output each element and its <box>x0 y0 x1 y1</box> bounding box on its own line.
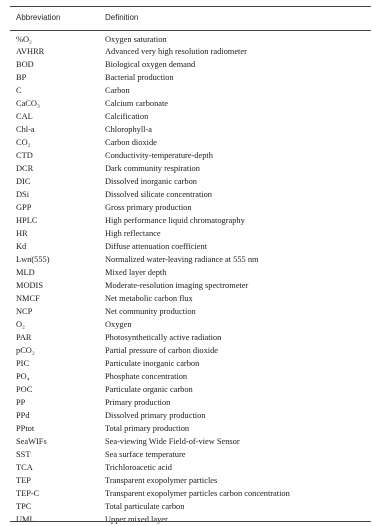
table-row <box>10 58 371 71</box>
table-row <box>10 71 371 84</box>
definition-cell: Dissolved primary production <box>105 411 206 420</box>
abbreviation-cell: TCA <box>16 463 33 472</box>
definition-column-header: Definition <box>105 13 139 22</box>
abbreviation-cell: DSi <box>16 190 30 199</box>
definition-cell: Advanced very high resolution radiometer <box>105 47 247 56</box>
abbreviation-cell: pCO₂ <box>16 346 35 355</box>
table-row <box>10 370 371 383</box>
definition-cell: Calcification <box>105 112 149 121</box>
abbreviation-cell: C <box>16 86 22 95</box>
abbreviation-cell: MODIS <box>16 281 43 290</box>
definition-cell: Carbon <box>105 86 130 95</box>
table-bottom-rule <box>10 521 371 522</box>
abbreviation-cell: TPC <box>16 502 32 511</box>
abbreviation-cell: UML <box>16 515 35 524</box>
table-row <box>10 279 371 292</box>
definition-cell: Phosphate concentration <box>105 372 188 381</box>
definition-cell: Transparent exopolymer particles <box>105 476 218 485</box>
table-row <box>10 188 371 201</box>
abbreviation-cell: BP <box>16 73 27 82</box>
abbreviation-cell: NCP <box>16 307 33 316</box>
table-row <box>10 461 371 474</box>
definition-cell: Chlorophyll-a <box>105 125 152 134</box>
abbreviation-cell: MLD <box>16 268 35 277</box>
abbreviation-cell: HR <box>16 229 28 238</box>
definition-cell: Calcium carbonate <box>105 99 169 108</box>
definition-cell: Total particulate carbon <box>105 502 185 511</box>
table-header-rule <box>10 30 371 31</box>
definition-cell: Particulate inorganic carbon <box>105 359 200 368</box>
table-row <box>10 123 371 136</box>
definition-cell: Conductivity-temperature-depth <box>105 151 213 160</box>
definition-cell: Oxygen saturation <box>105 35 167 44</box>
abbreviation-column-header: Abbreviation <box>16 13 61 22</box>
table-row <box>10 422 371 435</box>
table-row <box>10 227 371 240</box>
definition-cell: Oxygen <box>105 320 132 329</box>
definition-cell: Carbon dioxide <box>105 138 157 147</box>
definition-cell: Photosynthetically active radiation <box>105 333 222 342</box>
table-row <box>10 292 371 305</box>
table-row <box>10 435 371 448</box>
definition-cell: Net metabolic carbon flux <box>105 294 193 303</box>
abbreviation-cell: SeaWIFs <box>16 437 47 446</box>
table-top-rule <box>10 6 371 7</box>
table-row <box>10 487 371 500</box>
abbreviation-cell: O₂ <box>16 320 25 329</box>
definition-cell: Sea-viewing Wide Field-of-view Sensor <box>105 437 240 446</box>
table-row <box>10 136 371 149</box>
definition-cell: Normalized water-leaving radiance at 555 nm <box>105 255 259 264</box>
abbreviation-cell: CO₂ <box>16 138 31 147</box>
abbreviation-cell: CTD <box>16 151 33 160</box>
abbreviation-cell: BOD <box>16 60 34 69</box>
abbreviation-cell: DCR <box>16 164 34 173</box>
abbreviation-cell: TEP <box>16 476 31 485</box>
abbreviation-cell: PP <box>16 398 26 407</box>
table-row <box>10 383 371 396</box>
abbreviation-cell: TEP-C <box>16 489 40 498</box>
table-row <box>10 162 371 175</box>
definition-cell: Mixed layer depth <box>105 268 167 277</box>
abbreviation-cell: PAR <box>16 333 32 342</box>
table-row <box>10 409 371 422</box>
abbreviation-cell: Lwn(555) <box>16 255 50 264</box>
table-body <box>10 34 371 526</box>
definition-cell: Dissolved inorganic carbon <box>105 177 197 186</box>
table-row <box>10 318 371 331</box>
table-row <box>10 253 371 266</box>
definition-cell: High reflectance <box>105 229 161 238</box>
definition-cell: Diffuse attenuation coefficient <box>105 242 208 251</box>
definition-cell: Particulate organic carbon <box>105 385 193 394</box>
definition-cell: Total primary production <box>105 424 190 433</box>
table-row <box>10 175 371 188</box>
table-row <box>10 500 371 513</box>
table-row <box>10 240 371 253</box>
abbreviation-cell: Kd <box>16 242 27 251</box>
definition-cell: Gross primary production <box>105 203 192 212</box>
table-row <box>10 45 371 58</box>
definition-cell: Upper mixed layer <box>105 515 168 524</box>
table-row <box>10 110 371 123</box>
abbreviation-cell: GPP <box>16 203 32 212</box>
table-row <box>10 201 371 214</box>
abbreviation-cell: AVHRR <box>16 47 45 56</box>
abbreviation-cell: PPtot <box>16 424 35 433</box>
table-row <box>10 344 371 357</box>
table-row <box>10 448 371 461</box>
table-row <box>10 331 371 344</box>
abbreviation-cell: PO₄ <box>16 372 30 381</box>
abbreviation-cell: CaCO₃ <box>16 99 40 108</box>
abbreviation-cell: PIC <box>16 359 30 368</box>
definition-cell: Net community production <box>105 307 196 316</box>
definition-cell: Primary production <box>105 398 171 407</box>
definition-cell: Sea surface temperature <box>105 450 186 459</box>
table-row <box>10 305 371 318</box>
abbreviation-cell: POC <box>16 385 33 394</box>
table-row <box>10 396 371 409</box>
table-row <box>10 357 371 370</box>
definition-cell: Dark community respiration <box>105 164 200 173</box>
table-row <box>10 474 371 487</box>
definition-cell: High performance liquid chromatography <box>105 216 245 225</box>
table-row <box>10 34 371 45</box>
definition-cell: Dissolved silicate concentration <box>105 190 212 199</box>
abbreviation-cell: Chl-a <box>16 125 35 134</box>
abbreviation-cell: NMCF <box>16 294 40 303</box>
definition-cell: Moderate-resolution imaging spectrometer <box>105 281 249 290</box>
definition-cell: Biological oxygen demand <box>105 60 196 69</box>
abbreviation-cell: DIC <box>16 177 31 186</box>
table-row <box>10 214 371 227</box>
definition-cell: Partial pressure of carbon dioxide <box>105 346 219 355</box>
abbreviation-cell: %O₂ <box>16 35 32 44</box>
table-row <box>10 149 371 162</box>
table-row <box>10 84 371 97</box>
definition-cell: Transparent exopolymer particles carbon concentration <box>105 489 290 498</box>
abbreviation-cell: PPd <box>16 411 30 420</box>
table-row <box>10 97 371 110</box>
abbreviation-cell: HPLC <box>16 216 38 225</box>
table-row <box>10 266 371 279</box>
definition-cell: Bacterial production <box>105 73 174 82</box>
definition-cell: Trichloroacetic acid <box>105 463 172 472</box>
abbreviation-cell: SST <box>16 450 31 459</box>
abbreviation-cell: CAL <box>16 112 33 121</box>
table-row <box>10 513 371 526</box>
